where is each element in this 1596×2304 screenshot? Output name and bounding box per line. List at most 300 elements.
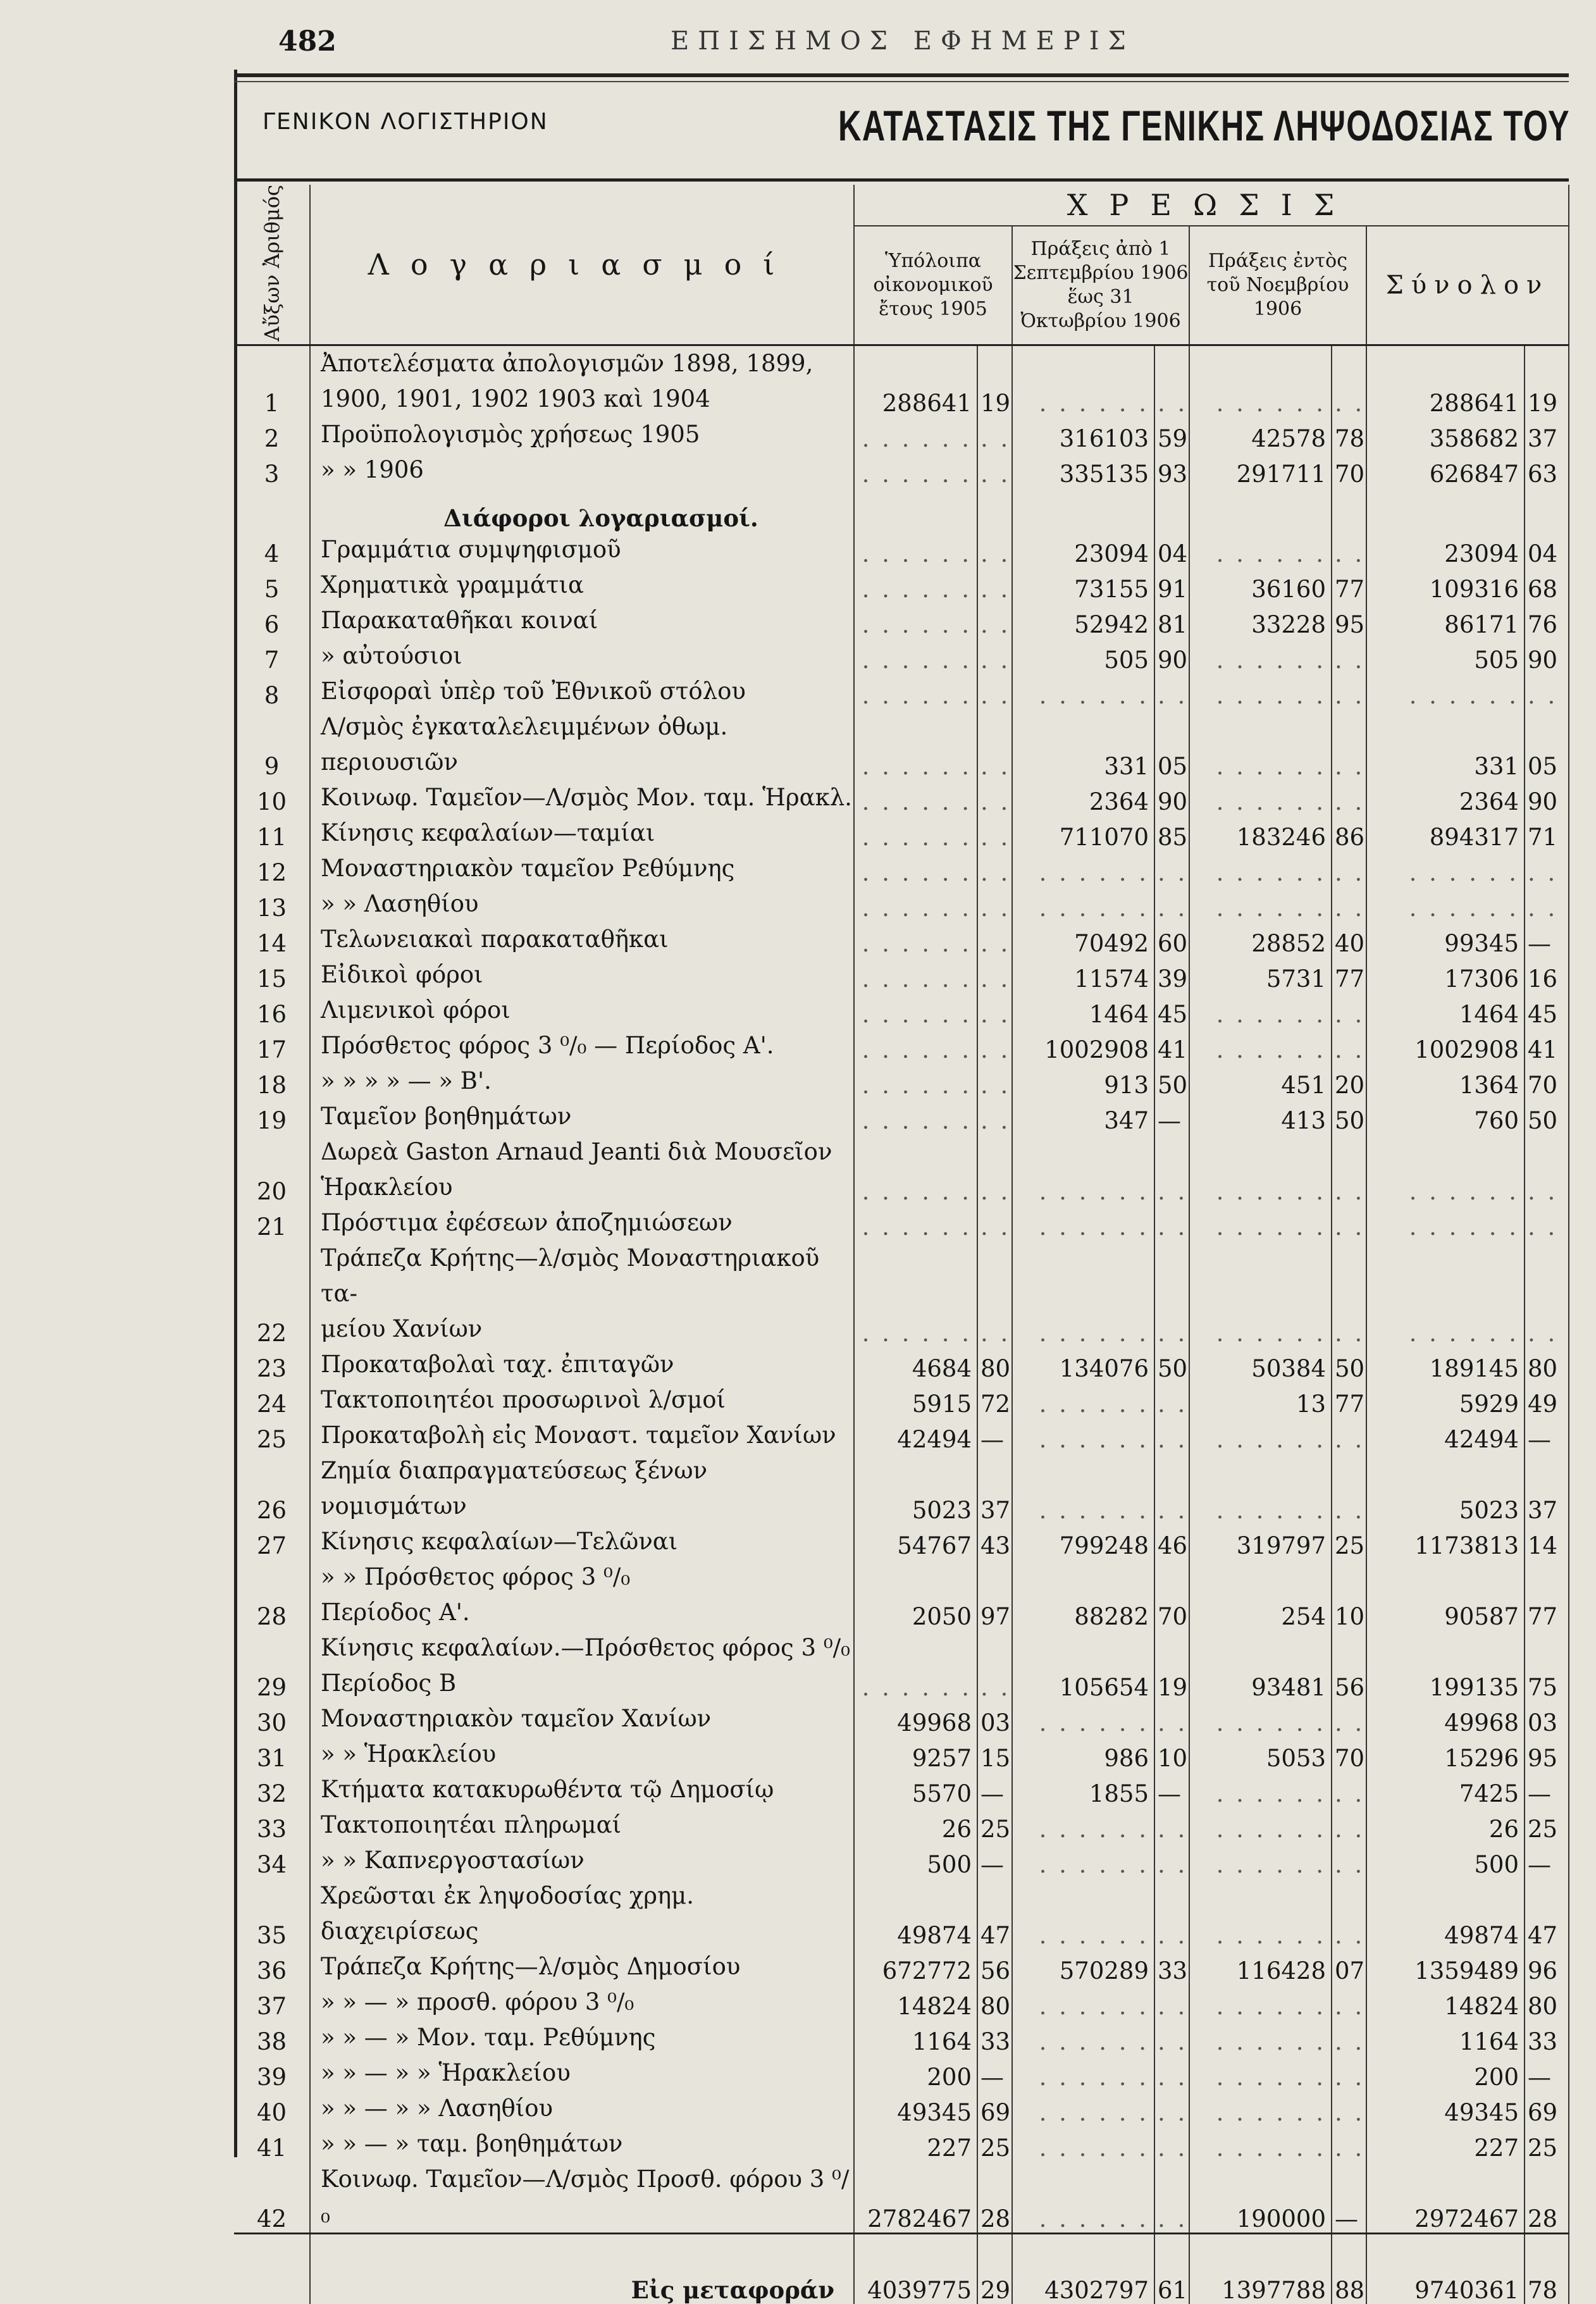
empty-decimal-dots: . . [980,424,1011,452]
empty-amount-dots: . . . . . . [1039,1921,1149,1949]
amount-lepta-col4: 90 [1525,638,1569,674]
description-lines [321,1949,740,1985]
amount-drachmas-col4: 1364 [1366,1063,1525,1099]
row-number: 10 [234,780,310,815]
description-line: Παρακαταθῆκαι κοιναί [321,606,598,634]
table-row [234,1559,1569,1630]
amount-drachmas-col1 [854,780,977,815]
table-row [234,1099,1569,1134]
amount-drachmas-col4: 49968 [1366,1701,1525,1737]
row-number: 1 [234,345,310,417]
amount-drachmas-col2: 347 [1012,1099,1154,1134]
amount-drachmas-col1 [854,567,977,603]
amount-drachmas-col1: 4684 [854,1347,977,1382]
amount-lepta-col2 [1154,2020,1189,2055]
amount-lepta-col1: — [977,1418,1012,1453]
table-row [234,1347,1569,1382]
amount-lepta-col1: 69 [977,2091,1012,2126]
amount-drachmas-col2 [1012,1878,1154,1949]
amount-drachmas-col1: 227 [854,2126,977,2162]
amount-lepta-col1: 03 [977,1701,1012,1737]
amount-drachmas-col4: 49874 [1366,1878,1525,1949]
amount-lepta-col2: 46 [1154,1524,1189,1559]
amount-drachmas-col2: 11574 [1012,957,1154,993]
amount-drachmas-col2 [1012,674,1154,709]
account-description [310,1524,854,1559]
amount-lepta-col2 [1154,2126,1189,2162]
empty-decimal-dots: . . [1335,894,1365,922]
empty-decimal-dots: . . [980,1319,1011,1347]
amount-drachmas-col4 [1366,1241,1525,1347]
empty-decimal-dots: . . [1158,389,1188,417]
amount-drachmas-col1 [854,851,977,886]
amount-lepta-col3 [1332,2020,1366,2055]
amount-lepta-col3: 25 [1332,1524,1366,1559]
table-row [234,345,1569,417]
amount-lepta-col1 [977,1028,1012,1063]
description-lines [321,2091,553,2126]
amount-lepta-col4: 47 [1525,1878,1569,1949]
amount-drachmas-col3 [1189,1241,1332,1347]
description-lines [321,567,584,603]
table-row [234,567,1569,603]
empty-decimal-dots: . . [1158,2134,1188,2162]
empty-decimal-dots: . . [980,460,1011,488]
empty-amount-dots: . . . . . . [1216,646,1326,674]
amount-drachmas-col4: 2972467 [1366,2162,1525,2234]
amount-drachmas-col2: 70492 [1012,922,1154,957]
amount-drachmas-col3: 5731 [1189,957,1332,993]
amount-drachmas-col1 [854,886,977,922]
amount-lepta-col2 [1154,1701,1189,1737]
amount-lepta-col2: 90 [1154,780,1189,815]
amount-drachmas-col1 [854,1134,977,1205]
amount-lepta-col1 [977,709,1012,780]
row-number-cell [234,2233,310,2304]
description-lines [321,851,734,886]
description-lines [321,815,655,851]
description-lines [321,1772,774,1807]
empty-amount-dots: . . . . . . [862,1071,972,1099]
empty-decimal-dots: . . [1158,2205,1188,2233]
amount-lepta-col1 [977,1630,1012,1701]
empty-amount-dots: . . . . . . [862,1000,972,1028]
amount-lepta-col2 [1154,1205,1189,1241]
description-lines [321,1347,674,1382]
empty-amount-dots: . . . . . . [862,1036,972,1063]
amount-drachmas-col4: 1002908 [1366,1028,1525,1063]
empty-amount-dots: . . . . . . [1039,1425,1149,1453]
empty-decimal-dots: . . [1335,1496,1365,1524]
amount-drachmas-col4: 7425 [1366,1772,1525,1807]
amount-lepta-col2 [1154,1418,1189,1453]
table-row [234,851,1569,886]
empty-amount-dots: . . . . . . [862,1673,972,1701]
empty-decimal-dots: . . [1335,2134,1365,2162]
amount-lepta-col4: 71 [1525,815,1569,851]
account-description [310,1205,854,1241]
description-lines [321,452,424,488]
amount-drachmas-col3: 183246 [1189,815,1332,851]
amount-drachmas-col1 [854,957,977,993]
amount-lepta-col4: 37 [1525,417,1569,452]
amount-drachmas-col3 [1189,1028,1332,1063]
amount-drachmas-col4: 760 [1366,1099,1525,1134]
amount-lepta-col2: 33 [1154,1949,1189,1985]
description-lines [321,922,669,957]
total-lepta-col2: 61 [1154,2233,1189,2304]
empty-amount-dots: . . . . . . [862,1177,972,1205]
empty-amount-dots: . . . . . . [1216,540,1326,567]
amount-drachmas-col2: 331 [1012,709,1154,780]
amount-drachmas-col1: 42494 [854,1418,977,1453]
amount-drachmas-col3 [1189,886,1332,922]
amount-lepta-col4 [1525,674,1569,709]
description-lines [321,2162,853,2233]
amount-lepta-col2: 60 [1154,922,1189,957]
amount-lepta-col2 [1154,2091,1189,2126]
amount-drachmas-col4: 26 [1366,1807,1525,1843]
amount-lepta-col4: — [1525,1418,1569,1453]
row-number: 41 [234,2126,310,2162]
description-lines [321,993,510,1028]
row-number-cell [234,488,310,532]
amount-lepta-col4: 63 [1525,452,1569,488]
amount-drachmas-col2: 2364 [1012,780,1154,815]
description-lines [321,2020,655,2055]
description-line: Κτήματα κατακυρωθέντα τῷ Δημοσίῳ [321,1775,774,1803]
description-line: Ταμεῖον βοηθημάτων [321,1102,572,1130]
amount-drachmas-col3 [1189,345,1332,417]
amount-drachmas-col3: 13 [1189,1382,1332,1418]
empty-decimal-dots: . . [1158,1390,1188,1418]
empty-decimal-dots: . . [1335,389,1365,417]
amount-drachmas-col3: 451 [1189,1063,1332,1099]
empty-amount-dots: . . . . . . [1039,858,1149,886]
amount-lepta-col2: 93 [1154,452,1189,488]
amount-drachmas-col2 [1012,1701,1154,1737]
description-lines [321,1701,711,1737]
row-number: 21 [234,1205,310,1241]
empty-amount-dots: . . . . . . [1039,894,1149,922]
row-number: 4 [234,532,310,567]
amount-lepta-col4: 69 [1525,2091,1569,2126]
amount-drachmas-col4: 86171 [1366,603,1525,638]
empty-amount-dots: . . . . . . [1216,1780,1326,1807]
amount-drachmas-col4 [1366,1134,1525,1205]
description-line: 1900, 1901, 1902 1903 καὶ 1904 [321,385,710,412]
description-line: » » — » » Ἡρακλείου [321,2059,571,2086]
amount-lepta-col1: 15 [977,1737,1012,1772]
amount-lepta-col1 [977,674,1012,709]
running-header: ΕΠΙΣΗΜΟΣ ΕΦΗΜΕΡΙΣ [671,27,1135,56]
table-row [234,957,1569,993]
empty-amount-dots: . . . . . . [1039,1815,1149,1843]
row-number: 42 [234,2162,310,2234]
amount-drachmas-col4: 17306 [1366,957,1525,993]
account-description [310,638,854,674]
account-description [310,2126,854,2162]
total-drachmas-col2: 4302797 [1012,2233,1154,2304]
amount-lepta-col3 [1332,1843,1366,1878]
empty-decimal-dots: . . [980,929,1011,957]
amount-drachmas-col1: 1164 [854,2020,977,2055]
header-serial-number: Αὔξων Ἀριθμός [234,185,310,345]
amount-drachmas-col2 [1012,2162,1154,2234]
row-number: 33 [234,1807,310,1843]
amount-drachmas-col2: 913 [1012,1063,1154,1099]
empty-amount-dots: . . . . . . [1216,788,1326,815]
description-line: Προϋπολογισμὸς χρήσεως 1905 [321,420,700,448]
amount-lepta-col4: — [1525,1843,1569,1878]
amount-lepta-col4: 90 [1525,780,1569,815]
account-description [310,2162,854,2234]
amount-drachmas-col3 [1189,1843,1332,1878]
empty-amount-dots: . . . . . . [862,1319,972,1347]
empty-amount-dots: . . . . . . [1216,681,1326,709]
account-description [310,1241,854,1347]
description-lines [321,1418,836,1453]
amount-lepta-col4: 05 [1525,709,1569,780]
amount-drachmas-col4: 331 [1366,709,1525,780]
amount-drachmas-col2 [1012,2055,1154,2091]
amount-lepta-col3: 56 [1332,1630,1366,1701]
empty-decimal-dots: . . [980,1106,1011,1134]
empty-decimal-dots: . . [1335,1036,1365,1063]
amount-drachmas-col4: 49345 [1366,2091,1525,2126]
table-row [234,2091,1569,2126]
amount-drachmas-col4: 894317 [1366,815,1525,851]
amount-lepta-col2: 10 [1154,1737,1189,1772]
description-line: Τακτοποιητέοι προσωρινοὶ λ/σμοί [321,1385,726,1413]
description-lines [321,1028,774,1063]
amount-lepta-col2: 45 [1154,993,1189,1028]
blank-cell [1366,488,1525,532]
row-number: 28 [234,1559,310,1630]
amount-drachmas-col2 [1012,851,1154,886]
amount-lepta-col1: 80 [977,1985,1012,2020]
amount-drachmas-col4: 288641 [1366,345,1525,417]
empty-decimal-dots: . . [1335,2098,1365,2126]
row-number: 13 [234,886,310,922]
amount-lepta-col4: 41 [1525,1028,1569,1063]
amount-drachmas-col3 [1189,1772,1332,1807]
amount-lepta-col1 [977,1205,1012,1241]
amount-drachmas-col1: 9257 [854,1737,977,1772]
amount-lepta-col1 [977,638,1012,674]
description-line: » » — » ταμ. βοηθημάτων [321,2129,623,2157]
amount-lepta-col3 [1332,2091,1366,2126]
amount-lepta-col2: — [1154,1772,1189,1807]
empty-decimal-dots: . . [1335,788,1365,815]
description-line: Τελωνειακαὶ παρακαταθῆκαι [321,925,669,953]
empty-decimal-dots: . . [1158,1992,1188,2020]
description-line: » » — » » Λασηθίου [321,2094,554,2122]
account-description [310,567,854,603]
empty-amount-dots: . . . . . . [1039,1213,1149,1241]
amount-lepta-col3: 10 [1332,1559,1366,1630]
row-number: 19 [234,1099,310,1134]
amount-lepta-col3 [1332,1241,1366,1347]
amount-lepta-col2 [1154,1843,1189,1878]
amount-drachmas-col2: 23094 [1012,532,1154,567]
description-lines [321,1630,850,1701]
description-line: Ζημία διαπραγματεύσεως ξένων νομισμάτων [321,1456,708,1520]
amount-drachmas-col2: 105654 [1012,1630,1154,1701]
account-description [310,1949,854,1985]
empty-amount-dots: . . . . . . [1216,1992,1326,2020]
row-number: 25 [234,1418,310,1453]
amount-drachmas-col3 [1189,1453,1332,1524]
total-label: Εἰς μεταφοράν [310,2233,854,2304]
amount-lepta-col1: 33 [977,2020,1012,2055]
empty-amount-dots: . . . . . . [1039,1850,1149,1878]
empty-amount-dots: . . . . . . [862,894,972,922]
empty-decimal-dots: . . [980,858,1011,886]
amount-lepta-col3 [1332,993,1366,1028]
amount-drachmas-col3: 190000 [1189,2162,1332,2234]
amount-lepta-col1 [977,922,1012,957]
description-line: Κίνησις κεφαλαίων—ταμίαι [321,819,655,846]
amount-lepta-col2: 70 [1154,1559,1189,1630]
account-description [310,851,854,886]
amount-lepta-col2 [1154,1807,1189,1843]
amount-lepta-col1: — [977,2055,1012,2091]
amount-lepta-col3 [1332,2055,1366,2091]
amount-lepta-col1: 80 [977,1347,1012,1382]
amount-drachmas-col2: 88282 [1012,1559,1154,1630]
description-line: » » » » — » Β'. [321,1067,492,1094]
description-lines [321,1241,853,1347]
empty-amount-dots: . . . . . . [1216,1709,1326,1737]
account-description [310,886,854,922]
empty-decimal-dots: . . [980,1673,1011,1701]
amount-lepta-col3: 50 [1332,1099,1366,1134]
amount-drachmas-col3: 254 [1189,1559,1332,1630]
empty-amount-dots: . . . . . . [1039,1709,1149,1737]
amount-drachmas-col2: 1855 [1012,1772,1154,1807]
description-line: Εἰσφοραὶ ὑπὲρ τοῦ Ἐθνικοῦ στόλου [321,677,746,705]
amount-lepta-col1 [977,1099,1012,1134]
row-number: 30 [234,1701,310,1737]
amount-lepta-col1 [977,993,1012,1028]
section-heading: Διάφοροι λογαριασμοί. [310,488,854,532]
amount-lepta-col2: 41 [1154,1028,1189,1063]
empty-decimal-dots: . . [1335,752,1365,780]
account-description [310,603,854,638]
description-line: » » Λασηθίου [321,889,479,917]
amount-drachmas-col3: 413 [1189,1099,1332,1134]
amount-drachmas-col3: 291711 [1189,452,1332,488]
amount-drachmas-col3 [1189,1418,1332,1453]
amount-lepta-col3 [1332,2126,1366,2162]
amount-lepta-col4: 37 [1525,1453,1569,1524]
empty-decimal-dots: . . [1335,858,1365,886]
amount-drachmas-col3 [1189,1701,1332,1737]
empty-amount-dots: . . . . . . [1409,1319,1519,1347]
row-number: 29 [234,1630,310,1701]
table-row [234,2055,1569,2091]
amount-lepta-col2 [1154,674,1189,709]
empty-amount-dots: . . . . . . [1039,1177,1149,1205]
account-description [310,1134,854,1205]
amount-drachmas-col3 [1189,1878,1332,1949]
description-line: μείου Χανίων [321,1315,483,1342]
amount-drachmas-col4: 200 [1366,2055,1525,2091]
row-number: 3 [234,452,310,488]
amount-drachmas-col3: 116428 [1189,1949,1332,1985]
description-line: » » Πρόσθετος φόρος 3 ⁰/₀ [321,1563,631,1590]
account-description [310,1028,854,1063]
amount-drachmas-col4: 358682 [1366,417,1525,452]
amount-drachmas-col4: 23094 [1366,532,1525,567]
empty-amount-dots: . . . . . . [1216,1036,1326,1063]
amount-lepta-col2: 39 [1154,957,1189,993]
row-number: 15 [234,957,310,993]
table-row [234,2162,1569,2234]
empty-decimal-dots: . . [1335,1319,1365,1347]
amount-lepta-col4: 33 [1525,2020,1569,2055]
amount-lepta-col1 [977,1063,1012,1099]
row-number: 39 [234,2055,310,2091]
empty-amount-dots: . . . . . . [1216,1815,1326,1843]
description-line: » » Καπνεργοστασίων [321,1846,585,1874]
description-line: Κίνησις κεφαλαίων.—Πρόσθετος φόρος 3 ⁰/₀ [321,1633,850,1661]
row-number: 14 [234,922,310,957]
description-lines [321,1063,492,1099]
empty-amount-dots: . . . . . . [1409,1213,1519,1241]
description-lines [321,1524,677,1559]
empty-amount-dots: . . . . . . [1216,2063,1326,2091]
empty-decimal-dots: . . [980,610,1011,638]
total-drachmas-col4: 9740361 [1366,2233,1525,2304]
empty-decimal-dots: . . [980,965,1011,993]
amount-drachmas-col3 [1189,532,1332,567]
amount-lepta-col3 [1332,780,1366,815]
empty-decimal-dots: . . [1528,1177,1558,1205]
table-row [234,1807,1569,1843]
empty-decimal-dots: . . [980,1071,1011,1099]
amount-lepta-col1 [977,567,1012,603]
amount-lepta-col3: — [1332,2162,1366,2234]
account-description [310,922,854,957]
amount-drachmas-col3 [1189,1205,1332,1241]
amount-drachmas-col3: 93481 [1189,1630,1332,1701]
amount-drachmas-col2 [1012,886,1154,922]
table-row [234,1737,1569,1772]
empty-amount-dots: . . . . . . [1216,389,1326,417]
table-row [234,993,1569,1028]
table-row [234,1949,1569,1985]
empty-decimal-dots: . . [980,681,1011,709]
row-number: 9 [234,709,310,780]
amount-lepta-col3 [1332,1878,1366,1949]
empty-amount-dots: . . . . . . [1216,1177,1326,1205]
table-row [234,603,1569,638]
account-description [310,957,854,993]
empty-amount-dots: . . . . . . [1039,2205,1149,2233]
amount-lepta-col4 [1525,1134,1569,1205]
amount-drachmas-col2: 505 [1012,638,1154,674]
row-number: 20 [234,1134,310,1205]
amount-lepta-col4: 75 [1525,1630,1569,1701]
table-row [234,2126,1569,2162]
row-number: 16 [234,993,310,1028]
account-description [310,1843,854,1878]
header-debits: ΧΡΕΩΣΙΣ [854,185,1569,226]
amount-drachmas-col1: 49968 [854,1701,977,1737]
organization-name: ΓΕΝΙΚΟΝ ΛΟΓΙΣΤΗΡΙΟΝ [263,109,548,135]
